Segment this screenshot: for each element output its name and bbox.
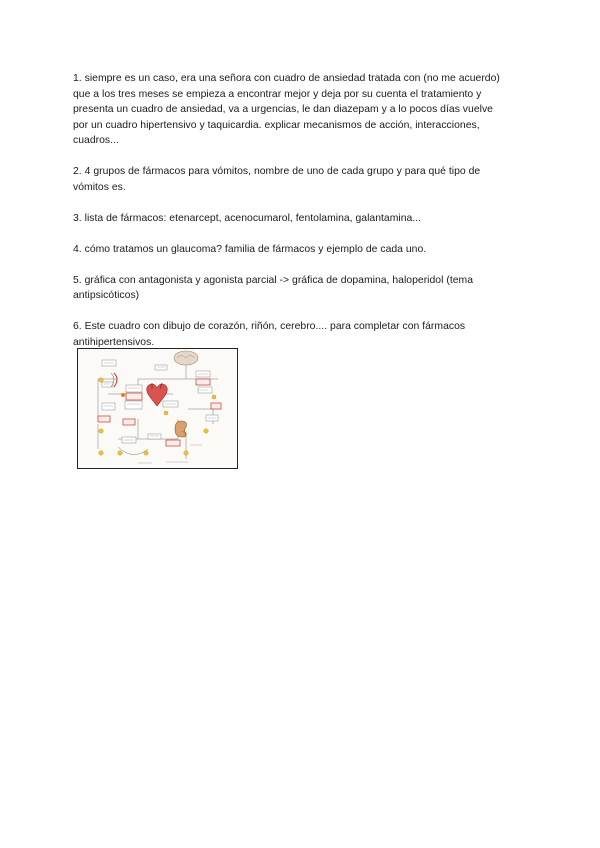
question-line: 6. Este cuadro con dibujo de corazón, riñón, cerebro.... para completar con fármacos	[73, 321, 466, 332]
question-line: presenta un cuadro de ansiedad, va a urgencias, le dan diazepam y a lo pocos días vuelve	[73, 104, 493, 115]
question-3	[73, 211, 535, 227]
question-line: 1. siempre es un caso, era una señora con cuadro de ansiedad tratada con (no me acuerdo)	[73, 73, 500, 84]
question-line: 5. gráfica con antagonista y agonista parcial -> gráfica de dopamina, haloperidol (tema	[73, 274, 473, 286]
question-line: 3. lista de fármacos: etenarcept, acenocumarol, fentolamina, galantamina...	[73, 212, 422, 224]
antihypertensive-diagram-image	[77, 348, 238, 469]
question-line: antipsicóticos)	[73, 290, 140, 301]
question-1	[73, 71, 535, 149]
question-line: cuadros...	[73, 135, 119, 146]
question-4	[73, 242, 535, 258]
question-2	[73, 164, 535, 195]
question-6	[73, 319, 535, 350]
drug-marker-orange	[121, 393, 125, 397]
kidney-icon	[175, 421, 186, 437]
question-line: que a los tres meses se empieza a encontrar mejor y deja por su cuenta el tratamiento y	[73, 88, 482, 100]
question-line: 4. cómo tratamos un glaucoma? familia de fármacos y ejemplo de cada uno.	[73, 243, 427, 255]
question-list	[73, 71, 535, 366]
brain-icon	[174, 351, 198, 365]
diagram-drawing	[78, 349, 237, 468]
question-5	[73, 273, 535, 304]
question-line: 2. 4 grupos de fármacos para vómitos, nombre de uno de cada grupo y para qué tipo de	[73, 166, 481, 177]
question-line: por un cuadro hipertensivo y taquicardia. explicar mecanismos de acción, interacciones,	[73, 119, 480, 131]
question-line: vómitos es.	[73, 181, 126, 193]
question-line: antihipertensivos.	[73, 336, 155, 348]
